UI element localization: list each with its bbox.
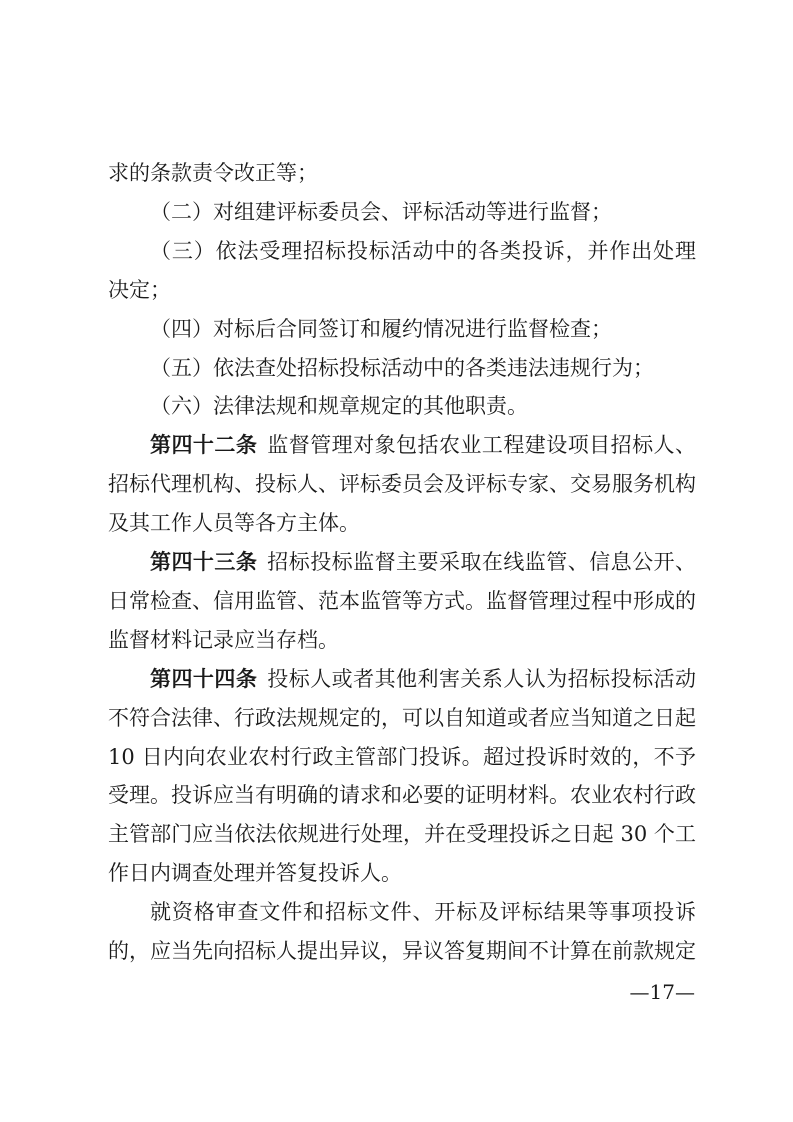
text-line [108, 197, 696, 227]
text-line [108, 158, 696, 188]
line-text: （四）对标后合同签订和履约情况进行监督检查； [150, 316, 612, 341]
line-text: （三）依法受理招标投标活动中的各类投诉，并作出处理 [150, 238, 696, 263]
article-heading-line [108, 664, 696, 694]
line-text: 求的条款责令改正等； [108, 161, 318, 185]
text-line [108, 314, 696, 344]
line-text: 投标人或者其他利害关系人认为招标投标活动 [267, 666, 697, 691]
line-text: 作日内调查处理并答复投诉人。 [108, 861, 402, 886]
line-text: 决定； [108, 277, 171, 302]
text-line [108, 391, 696, 421]
line-text: （二）对组建评标委员会、评标活动等进行监督； [150, 199, 612, 224]
text-line [108, 625, 696, 655]
article-number: 第四十四条 [150, 666, 258, 691]
text-line [108, 275, 696, 305]
text-line [108, 936, 696, 966]
article-heading-line [108, 547, 696, 577]
text-line [108, 742, 696, 772]
line-text: 就资格审查文件和招标文件、开标及评标结果等事项投诉 [150, 900, 696, 925]
text-line [108, 353, 696, 383]
article-number: 第四十二条 [150, 433, 258, 458]
line-text: 的，应当先向招标人提出异议，异议答复期间不计算在前款规定 [108, 939, 696, 963]
line-text: 受理。投诉应当有明确的请求和必要的证明材料。农业农村行政 [108, 783, 696, 808]
line-text: 监督材料记录应当存档。 [108, 627, 339, 652]
text-line [108, 508, 696, 538]
line-text: 监督管理对象包括农业工程建设项目招标人、 [267, 433, 697, 458]
line-text: 不符合法律、行政法规规定的，可以自知道或者应当知道之日起 [108, 705, 696, 730]
text-line [108, 586, 696, 616]
line-text: （六）法律法规和规章规定的其他职责。 [150, 394, 528, 419]
page-number: —17— [629, 980, 695, 1004]
text-line [108, 858, 696, 888]
line-text: 招标投标监督主要采取在线监管、信息公开、 [267, 550, 697, 574]
line-text: 主管部门应当依法依规进行处理，并在受理投诉之日起 30 个工 [108, 822, 696, 847]
line-text: （五）依法查处招标投标活动中的各类违法违规行为； [150, 355, 654, 380]
line-text: 10 日内向农业农村行政主管部门投诉。超过投诉时效的，不予 [108, 744, 696, 769]
text-line [108, 897, 696, 927]
line-text: 招标代理机构、投标人、评标委员会及评标专家、交易服务机构 [108, 472, 696, 497]
text-line [108, 236, 696, 266]
line-text: 及其工作人员等各方主体。 [108, 511, 360, 536]
text-line [108, 469, 696, 499]
text-line [108, 780, 696, 810]
line-text: 日常检查、信用监管、范本监管等方式。监督管理过程中形成的 [108, 588, 696, 613]
text-line [108, 703, 696, 733]
article-heading-line [108, 430, 696, 460]
text-line [108, 819, 696, 849]
article-number: 第四十三条 [150, 550, 258, 574]
